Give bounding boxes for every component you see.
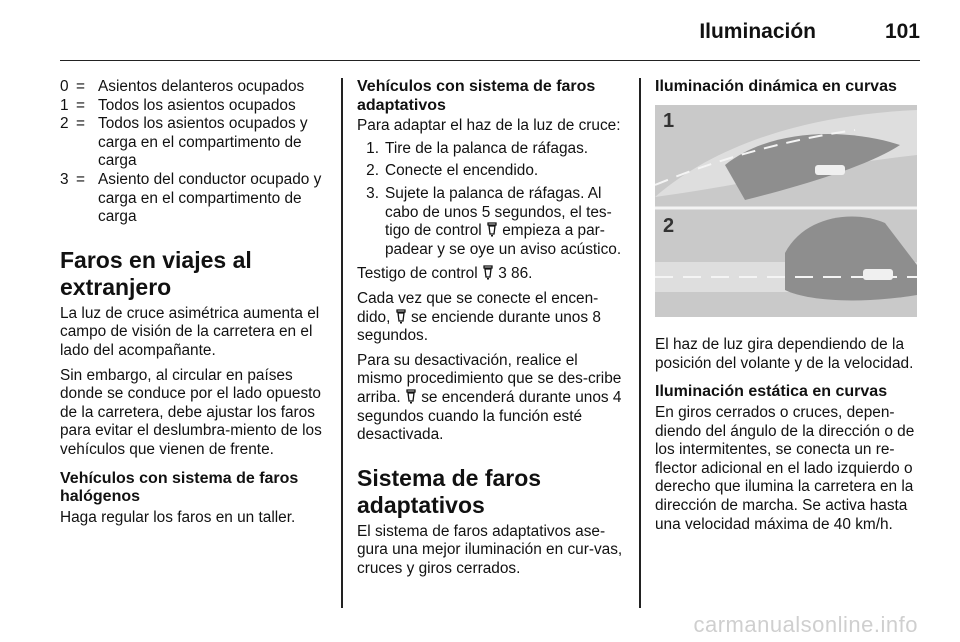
text: se enciende durante unos 8 segundos. <box>357 308 601 345</box>
heading-dynamic: Iluminación dinámica en curvas <box>655 78 897 95</box>
page-number: 101 <box>884 20 920 43</box>
paragraph <box>357 290 625 346</box>
legend-text: Todos los asientos ocupados <box>98 96 296 114</box>
step-number: 3. <box>366 184 379 202</box>
legend-key: 1 <box>60 96 69 114</box>
step-text-post: empieza a par-padear y se oye un aviso acústico. <box>385 222 622 258</box>
figure-caption: El haz de luz gira dependiendo de la posición del volante y de la velocidad. <box>655 336 914 372</box>
heading-travel: Faros en viajes al extranjero <box>60 246 252 300</box>
step-text: Conecte el encendido. <box>385 162 539 180</box>
paragraph: Haga regular los faros en un taller. <box>60 508 296 526</box>
section-title: Iluminación <box>699 20 816 43</box>
legend-text: Asiento del conductor ocupado y carga en el compartimento de carga <box>98 170 322 226</box>
heading-adaptive: Vehículos con sistema de faros adaptativos <box>357 78 596 114</box>
panel-label: 1 <box>663 109 675 132</box>
headlight-indicator-icon <box>482 265 494 280</box>
column-3 <box>655 78 923 540</box>
step-text <box>385 185 625 259</box>
car-icon <box>815 165 845 175</box>
heading-halogen: Vehículos con sistema de faros halógenos <box>60 469 299 506</box>
steps-list <box>357 140 625 260</box>
seat-legend <box>60 78 326 227</box>
legend-text: Todos los asientos ocupados y carga en el compartimento de carga <box>98 115 308 170</box>
step-number: 1. <box>366 139 379 157</box>
page-reference: 3 86. <box>498 265 533 283</box>
legend-eq: = <box>76 115 85 133</box>
legend-key: 2 <box>60 115 69 133</box>
step-number: 2. <box>366 162 379 180</box>
column-divider <box>341 78 343 608</box>
headlight-indicator-icon <box>405 389 417 404</box>
text: Para su desactivación, realice el mismo procedimiento que se des-cribe arriba. <box>357 351 622 406</box>
legend-row <box>60 78 326 97</box>
text: se encenderá durante unos 4 segundos cuando la función esté desactivada. <box>357 388 622 444</box>
legend-key: 0 <box>60 78 69 95</box>
curve-lighting-illustration <box>655 105 917 317</box>
watermark: carmanualsonline.info <box>693 612 918 637</box>
paragraph: El sistema de faros adaptativos ase-gura una mejor iluminación en cur-vas, cruces y giros cerrados. <box>357 522 623 577</box>
paragraph <box>357 265 625 284</box>
heading-system: Sistema de faros adaptativos <box>357 464 542 518</box>
list-item <box>357 185 625 259</box>
legend-eq: = <box>76 96 85 114</box>
paragraph <box>357 352 625 445</box>
text: Testigo de control <box>357 265 478 283</box>
column-divider <box>639 78 641 608</box>
legend-key: 3 <box>60 170 69 188</box>
heading-static: Iluminación estática en curvas <box>655 383 888 401</box>
step-text: Tire de la palanca de ráfagas. <box>385 139 589 157</box>
list-item <box>357 162 625 181</box>
list-item <box>357 140 625 159</box>
panel-label: 2 <box>663 214 675 237</box>
text: Cada vez que se conecte el encen-dido, <box>357 289 599 326</box>
paragraph: En giros cerrados o cruces, depen-diendo del ángulo de la dirección o de los intermitentes, se conecta un re-flector adicional en el lado izquierdo o derecho que ilumina la carretera en la dirección de marcha. Se activa hasta una velocidad máxima de 40 km/h. <box>655 403 915 533</box>
headlight-indicator-icon <box>486 222 498 237</box>
legend-eq: = <box>76 170 85 188</box>
legend-row <box>60 115 326 171</box>
paragraph: Sin embargo, al circular en países donde se conduce por el lado opuesto de la carretera, debe ajustar los faros para evitar el deslumbra-miento de los vehículos que vienen de frente. <box>60 366 322 458</box>
paragraph: La luz de cruce asimétrica aumenta el campo de visión de la carretera en el lado del acompañante. <box>60 304 320 359</box>
legend-row <box>60 97 326 116</box>
page-header <box>60 14 920 61</box>
column-2 <box>357 78 625 584</box>
legend-text: Asientos delanteros ocupados <box>98 78 305 95</box>
headlight-indicator-icon <box>395 309 407 324</box>
step-text-pre: Sujete la palanca de ráfagas. Al cabo de unos 5 segundos, el tes-tigo de control <box>385 184 612 240</box>
column-1 <box>60 78 326 533</box>
legend-eq: = <box>76 78 85 95</box>
paragraph: Para adaptar el haz de la luz de cruce: <box>357 117 621 135</box>
legend-row <box>60 171 326 227</box>
car-icon <box>863 269 893 280</box>
